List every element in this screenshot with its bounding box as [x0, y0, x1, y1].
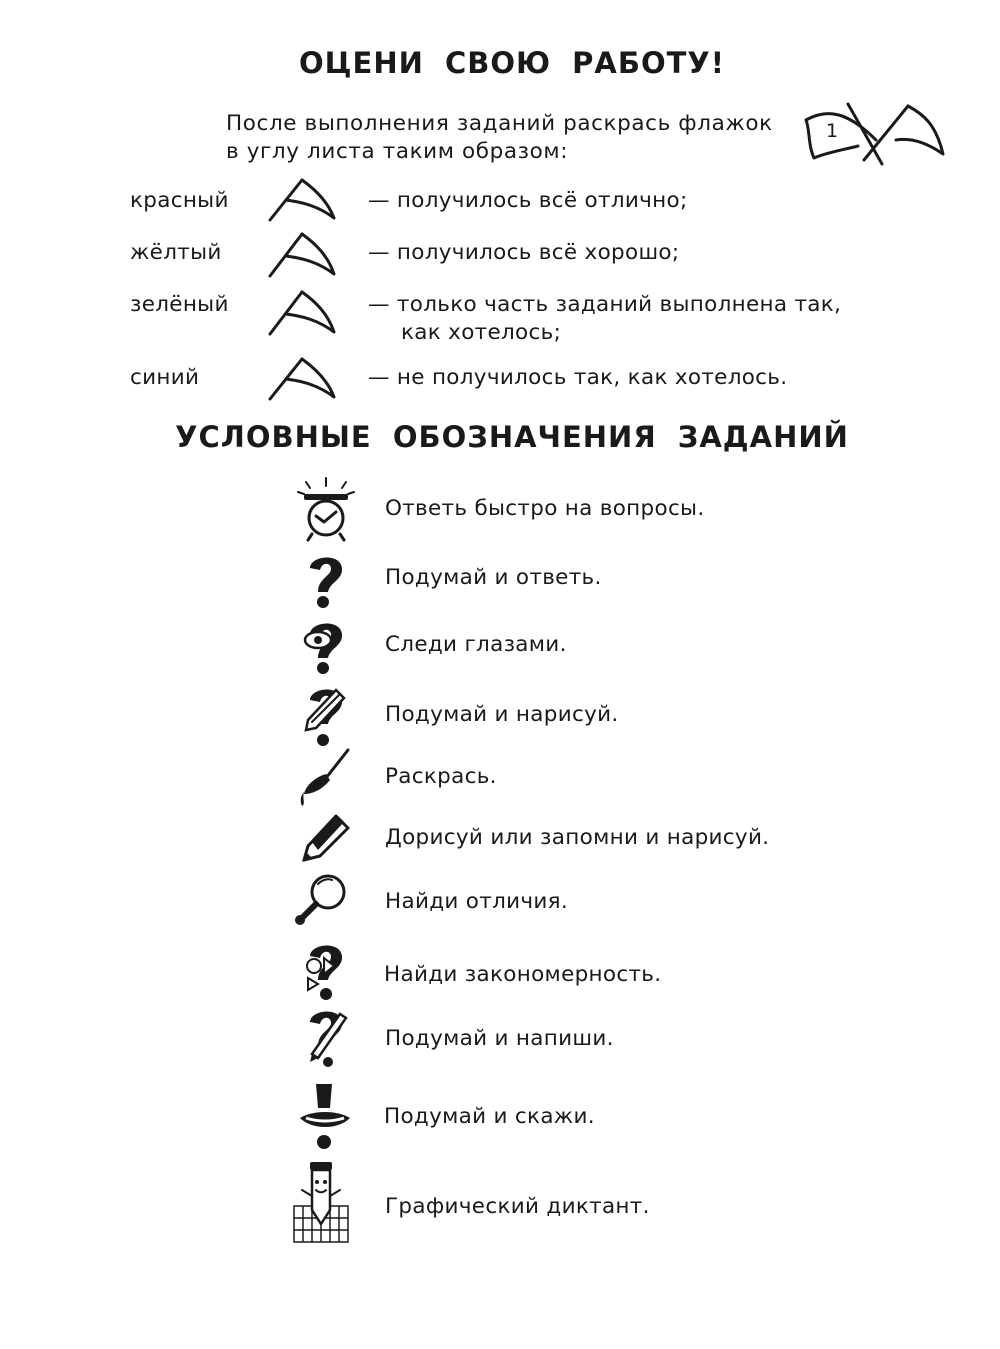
legend-text-5: Раскрась. — [385, 764, 497, 789]
rating-meaning-red: — получилось всё отлично; — [368, 188, 688, 213]
intro-line-1: После выполнения заданий раскрась флажок — [226, 111, 773, 136]
legend-title: УСЛОВНЫЕ ОБОЗНАЧЕНИЯ ЗАДАНИЙ — [175, 420, 849, 454]
flag-blue-icon — [266, 355, 342, 403]
rating-meaning-green: — только часть заданий выполнена так, — [368, 292, 842, 317]
rating-meaning-green-cont: как хотелось; — [401, 320, 562, 345]
legend-text-8: Найди закономерность. — [384, 962, 662, 987]
rating-meaning-yellow: — получилось всё хорошо; — [368, 240, 680, 265]
question-eye-icon — [300, 618, 350, 674]
page-title: ОЦЕНИ СВОЮ РАБОТУ! — [298, 46, 725, 80]
legend-text-11: Графический диктант. — [385, 1194, 650, 1219]
legend-text-7: Найди отличия. — [385, 889, 569, 914]
rating-color-green: зелёный — [130, 292, 229, 317]
intro-text — [226, 110, 773, 166]
rating-color-red: красный — [130, 188, 229, 213]
exclamation-mouth-icon — [298, 1082, 352, 1152]
legend-text-1: Ответь быстро на вопросы. — [385, 496, 705, 521]
legend-text-4: Подумай и нарисуй. — [385, 702, 619, 727]
flag-red-icon — [266, 176, 342, 224]
rating-meaning-blue: — не получилось так, как хотелось. — [368, 365, 788, 390]
rating-color-blue: синий — [130, 365, 200, 390]
paintbrush-icon — [296, 748, 354, 806]
magnifier-icon — [292, 872, 352, 928]
legend-text-10: Подумай и скажи. — [384, 1104, 595, 1129]
flag-green-icon — [266, 288, 342, 338]
corner-flags-icon — [798, 100, 958, 170]
pencil-grid-icon — [292, 1160, 352, 1244]
legend-text-6: Дорисуй или запомни и нарисуй. — [385, 825, 770, 850]
legend-text-3: Следи глазами. — [385, 632, 567, 657]
question-mark-icon — [300, 552, 350, 608]
intro-line-2: в углу листа таким образом: — [226, 139, 569, 164]
legend-text-2: Подумай и ответь. — [385, 565, 602, 590]
alarm-clock-icon — [296, 478, 356, 544]
question-pen-icon — [300, 1006, 354, 1068]
rating-color-yellow: жёлтый — [130, 240, 222, 265]
legend-text-9: Подумай и напиши. — [385, 1026, 614, 1051]
corner-flag-number: 1 — [826, 120, 839, 142]
question-pencil-icon — [300, 684, 354, 746]
question-pattern-icon — [300, 940, 350, 1002]
flag-yellow-icon — [266, 228, 342, 280]
pencil-icon — [298, 810, 352, 866]
